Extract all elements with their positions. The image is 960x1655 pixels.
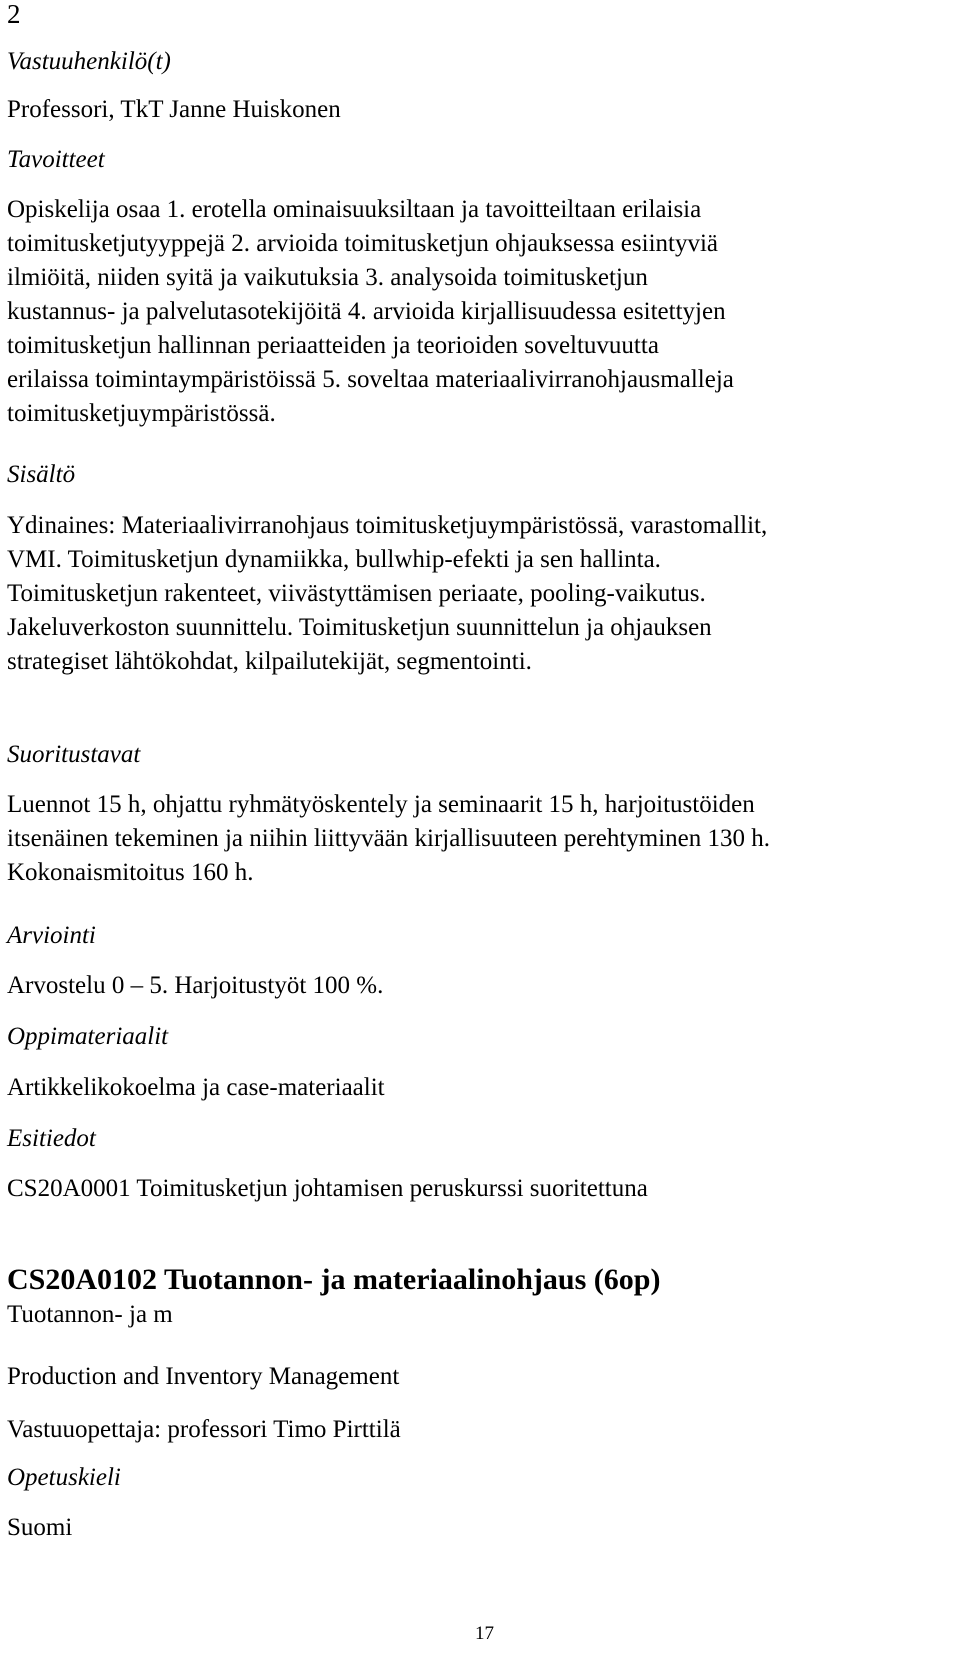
- goals-line: kustannus- ja palvelutasotekijöitä 4. arvioida kirjallisuudessa esitettyjen: [7, 298, 726, 325]
- content-line: Toimitusketjun rakenteet, viivästyttämisen periaate, pooling-vaikutus.: [7, 580, 706, 607]
- goals-text: [7, 193, 734, 431]
- goals-heading: Tavoitteet: [7, 146, 105, 173]
- goals-line: Opiskelija osaa 1. erotella ominaisuuksiltaan ja tavoitteiltaan erilaisia: [7, 196, 702, 223]
- responsible-text: Professori, TkT Janne Huiskonen: [7, 96, 341, 123]
- course-finnish-name: Tuotannon- ja m: [7, 1301, 173, 1328]
- goals-line: ilmiöitä, niiden syitä ja vaikutuksia 3. analysoida toimitusketjun: [7, 264, 648, 291]
- materials-heading: Oppimateriaalit: [7, 1023, 169, 1050]
- goals-line: toimitusketjuympäristössä.: [7, 400, 276, 427]
- methods-line: Luennot 15 h, ohjattu ryhmätyöskentely ja seminaarit 15 h, harjoitustöiden: [7, 791, 755, 818]
- course-english-name: Production and Inventory Management: [7, 1363, 400, 1390]
- assessment-heading: Arviointi: [7, 922, 96, 949]
- content-line: VMI. Toimitusketjun dynamiikka, bullwhip-efekti ja sen hallinta.: [7, 546, 661, 573]
- course-teacher: Vastuuopettaja: professori Timo Pirttilä: [7, 1416, 401, 1443]
- page-number-top: 2: [7, 0, 21, 29]
- content-line: Jakeluverkoston suunnittelu. Toimitusketjun suunnittelun ja ohjauksen: [7, 614, 712, 641]
- language-text: Suomi: [7, 1514, 73, 1541]
- content-line: strategiset lähtökohdat, kilpailutekijät, segmentointi.: [7, 648, 532, 675]
- prerequisites-text: CS20A0001 Toimitusketjun johtamisen peruskurssi suoritettuna: [7, 1175, 648, 1202]
- methods-heading: Suoritustavat: [7, 741, 141, 768]
- goals-line: toimitusketjutyyppejä 2. arvioida toimitusketjun ohjauksessa esiintyviä: [7, 230, 719, 257]
- materials-text: Artikkelikokoelma ja case-materiaalit: [7, 1074, 385, 1101]
- content-text: [7, 509, 767, 679]
- goals-line: erilaissa toimintaympäristöissä 5. soveltaa materiaalivirranohjausmalleja: [7, 366, 734, 393]
- prerequisites-heading: Esitiedot: [7, 1125, 96, 1152]
- goals-line: toimitusketjun hallinnan periaatteiden ja teorioiden soveltuvuutta: [7, 332, 659, 359]
- responsible-heading: Vastuuhenkilö(t): [7, 48, 171, 75]
- page-number-bottom: 17: [475, 1623, 494, 1644]
- content-line: Ydinaines: Materiaalivirranohjaus toimitusketjuympäristössä, varastomallit,: [7, 512, 768, 539]
- methods-line: Kokonaismitoitus 160 h.: [7, 859, 254, 886]
- course-title: CS20A0102 Tuotannon- ja materiaalinohjaus (6op): [7, 1263, 661, 1296]
- methods-line: itsenäinen tekeminen ja niihin liittyvään kirjallisuuteen perehtyminen 130 h.: [7, 825, 771, 852]
- language-heading: Opetuskieli: [7, 1464, 121, 1491]
- assessment-text: Arvostelu 0 – 5. Harjoitustyöt 100 %.: [7, 972, 384, 999]
- content-heading: Sisältö: [7, 461, 76, 488]
- methods-text: [7, 788, 770, 890]
